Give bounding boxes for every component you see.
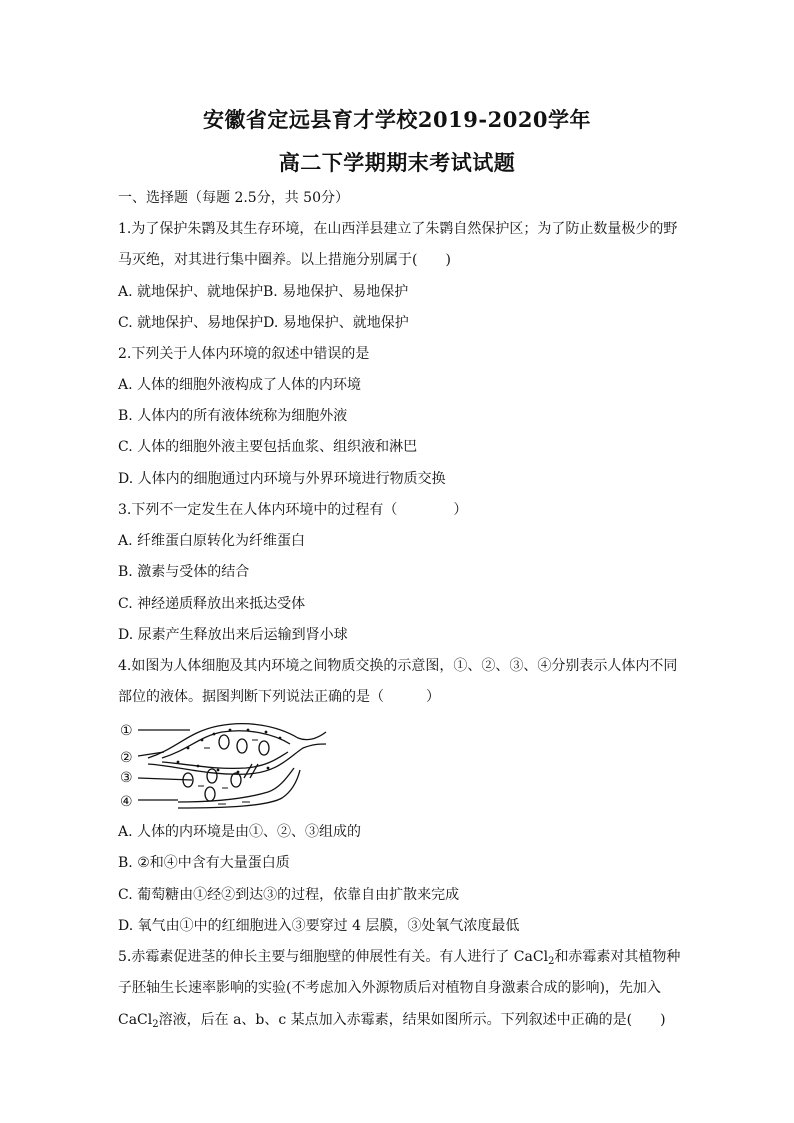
q4-option-b: B. ②和④中含有大量蛋白质 [118,855,290,871]
q2-stem: 2.下列关于人体内环境的叙述中错误的是 [118,346,370,362]
capillary-inner-lower [162,752,288,768]
q1-stem-line-1: 1.为了保护朱鹮及其生存环境，在山西洋县建立了朱鹮自然保护区；为了防止数量极少的野 [118,221,678,237]
diagram-label-1: ① [120,723,133,739]
q4-stem-line-1: 4.如图为人体细胞及其内环境之间物质交换的示意图，①、②、③、④分别表示人体内不同 [118,658,678,674]
tissue-cell-4 [231,773,241,787]
section-heading: 一、选择题（每题 2.5分，共 50分） [118,190,349,206]
diagram-label-2: ② [120,750,133,766]
q2-option-c: C. 人体的细胞外液主要包括血浆、组织液和淋巴 [118,439,418,455]
q1-options-row-1 [118,281,408,301]
q1-option-c: C. 就地保护、易地保护 [118,315,264,331]
q5-line3-text-a: CaCl [118,1012,153,1028]
q4-option-a: A. 人体的内环境是由①、②、③组成的 [118,824,362,840]
q3-option-d: D. 尿素产生释放出来后运输到肾小球 [118,627,348,643]
red-cell-2 [237,739,247,753]
q2-option-a: A. 人体的细胞外液构成了人体的内环境 [118,377,362,393]
q5-line3-subscript: 2 [152,1019,159,1030]
tissue-cell-3 [205,787,215,801]
q5-line1-text-b: 和赤霉素对其植物种 [554,949,681,965]
body-fluid-diagram [118,718,328,810]
q3-stem: 3.下列不一定发生在人体内环境中的过程有（ ） [118,502,468,518]
q2-option-b: B. 人体内的所有液体统称为细胞外液 [118,408,348,424]
q5-line1-text-a: 5.赤霉素促进茎的伸长主要与细胞壁的伸展性有关。有人进行了 CaCl [118,949,549,965]
q3-option-c: C. 神经递质释放出来抵达受体 [118,596,306,612]
q5-line1-subscript: 2 [548,956,555,967]
q2-option-d: D. 人体内的细胞通过内环境与外界环境进行物质交换 [118,471,446,487]
q1-options-row-2 [118,312,409,332]
q1-stem-line-2: 马灭绝，对其进行集中圈养。以上措施分别属于( ) [118,252,451,268]
diagram-label-3: ③ [120,770,133,786]
q4-option-c: C. 葡萄糖由①经②到达③的过程，依靠自由扩散来完成 [118,887,460,903]
tissue-cell-2 [207,769,217,783]
title-line-2: 高二下学期期末考试试题 [278,150,516,175]
q5-stem-line-2: 子胚轴生长速率影响的实验(不考虑加入外源物质后对植物自身激素合成的影响)，先加入 [118,980,661,996]
q3-option-b: B. 激素与受体的结合 [118,564,250,580]
q4-stem-line-2: 部位的液体。据图判断下列说法正确的是（ ） [118,689,440,705]
q1-option-b: B. 易地保护、易地保护 [263,284,409,300]
q3-option-a: A. 纤维蛋白原转化为纤维蛋白 [118,533,306,549]
q5-stem-line-3 [118,1009,666,1029]
q1-option-d: D. 易地保护、就地保护 [263,315,409,331]
q5-stem-line-1 [118,946,680,966]
pointer-line-3 [138,778,192,780]
q4-option-d: D. 氧气由①中的红细胞进入③要穿过 4 层膜，③处氧气浓度最低 [118,918,520,934]
red-cell-1 [219,735,229,749]
title-line-1: 安徽省定远县育才学校2019-2020学年 [202,107,592,132]
q1-option-a: A. 就地保护、就地保护 [118,284,264,300]
diagram-label-4: ④ [120,794,133,810]
q5-line3-text-b: 溶液，后在 a、b、c 某点加入赤霉素，结果如图所示。下列叙述中正确的是( ) [158,1012,666,1028]
red-cell-3 [259,741,269,755]
